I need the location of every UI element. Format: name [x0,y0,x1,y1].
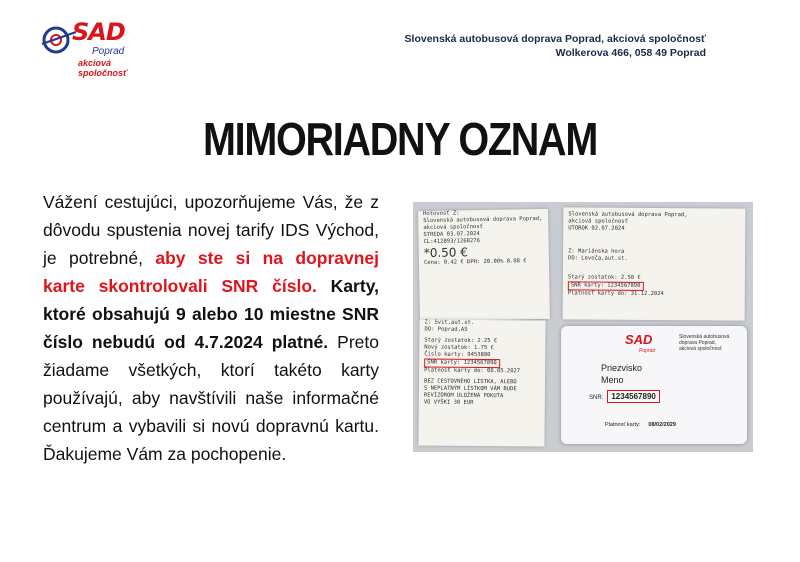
card-surname: Priezvisko [601,363,643,373]
receipt-line: Slovenská autobusová doprava Poprad, [568,211,688,219]
receipt-1 [418,209,550,321]
receipt-line: UTOROK 02.07.2024 [568,225,625,232]
receipt-line: Platnosť karty do: 31.12.2024 [567,290,664,298]
logo-brand: SAD [72,18,125,46]
receipt-line: STREDA 03.07.2024 [423,231,480,239]
receipt-line: VO VÝŠKI 30 EUR [423,399,474,406]
snr-highlight: SNR karty: 1234567890 [568,281,644,291]
snr-highlight: 1234567890 [607,390,660,403]
receipt-line: REVÍZOROM ULOŽENÁ POKUTA [423,392,504,400]
card-snr: SNR: 1234567890 [589,390,660,403]
receipt-2 [418,319,545,446]
receipt-line: Starý zostatok: 2.25 € [424,337,498,345]
receipt-line: Platnosť karty do: 06.05.2027 [424,367,521,375]
receipt-3 [563,207,746,320]
logo-city: Poprad [92,46,125,57]
receipt-amount: *0.50 € [423,245,469,261]
receipt-line: akciová spoločnosť [568,218,628,225]
receipt-line: akciová spoločnosť [423,224,483,232]
logo-subtitle: akciová spoločnosť [78,58,128,78]
receipt-line: CL:412893/1268276 [423,238,480,246]
receipt-line: Číslo karty: 9453880 [424,351,491,359]
receipt-line: S NEPLATNÝM LÍSTKOM VÁM BUDE [423,385,517,393]
card-firstname: Meno [601,375,624,385]
card-holder-name [601,362,642,386]
page-title: MIMORIADNY OZNAM [203,113,597,165]
company-name: Slovenská autobusová doprava Poprad, akciová spoločnosť [404,33,706,45]
receipt-line: Z: Svit,aut.st. [424,319,475,326]
company-address [405,32,706,60]
receipt-line: Nový zostatok: 1.75 € [424,344,494,352]
receipt-line: Cena: 0.42 € DPH: 20.00% 0.08 € [423,258,527,267]
receipt-line: Z: Mariánska hora [568,248,625,255]
receipt-line: BEZ CESTOVNÉHO LÍSTKA, ALEBO [423,378,517,386]
card-validity: Platnosť karty: 08/02/2029 [605,422,676,428]
receipt-line: Hotovosť Z: [423,210,460,218]
text-intro: Vážení cestujúci, upozorňujeme Vás, že z dôvodu spustenia novej tarify IDS Východ, je potrebné, [43,192,379,268]
ticket-photo [413,202,753,452]
card-company: Slovenská autobusová doprava Poprad, akciová spoločnosť [679,334,730,352]
receipt-line: DO: Poprad,AS [424,326,468,333]
text-highlight-red: aby ste si na dopravnej karte skontrolovali SNR číslo. [43,248,380,296]
card-logo-city: Poprad [639,348,656,354]
card-logo: SAD [625,332,653,347]
company-street: Wolkerova 466, 058 49 Poprad [555,47,706,59]
text-closing: Preto žiadame všetkých, ktorí takéto karty používajú, aby navštívili naše informačné centrum a vybavili si novú dopravnú kartu. Ďakujeme Vám za pochopenie. [43,332,379,464]
text-highlight-bold: Karty, ktoré obsahujú 9 alebo 10 miestne SNR číslo nebudú od 4.7.2024 platné. [43,276,379,352]
receipt-line: Starý zostatok: 2.50 € [567,274,641,281]
sad-logo [40,18,150,78]
announcement-text [43,188,379,468]
receipt-line: DO: Levoča,aut.st. [568,255,628,262]
transport-card [561,326,747,444]
receipt-line: Slovenská autobusová doprava Poprad, [423,215,543,225]
snr-highlight: SNR karty: 1234567890 [424,358,500,368]
